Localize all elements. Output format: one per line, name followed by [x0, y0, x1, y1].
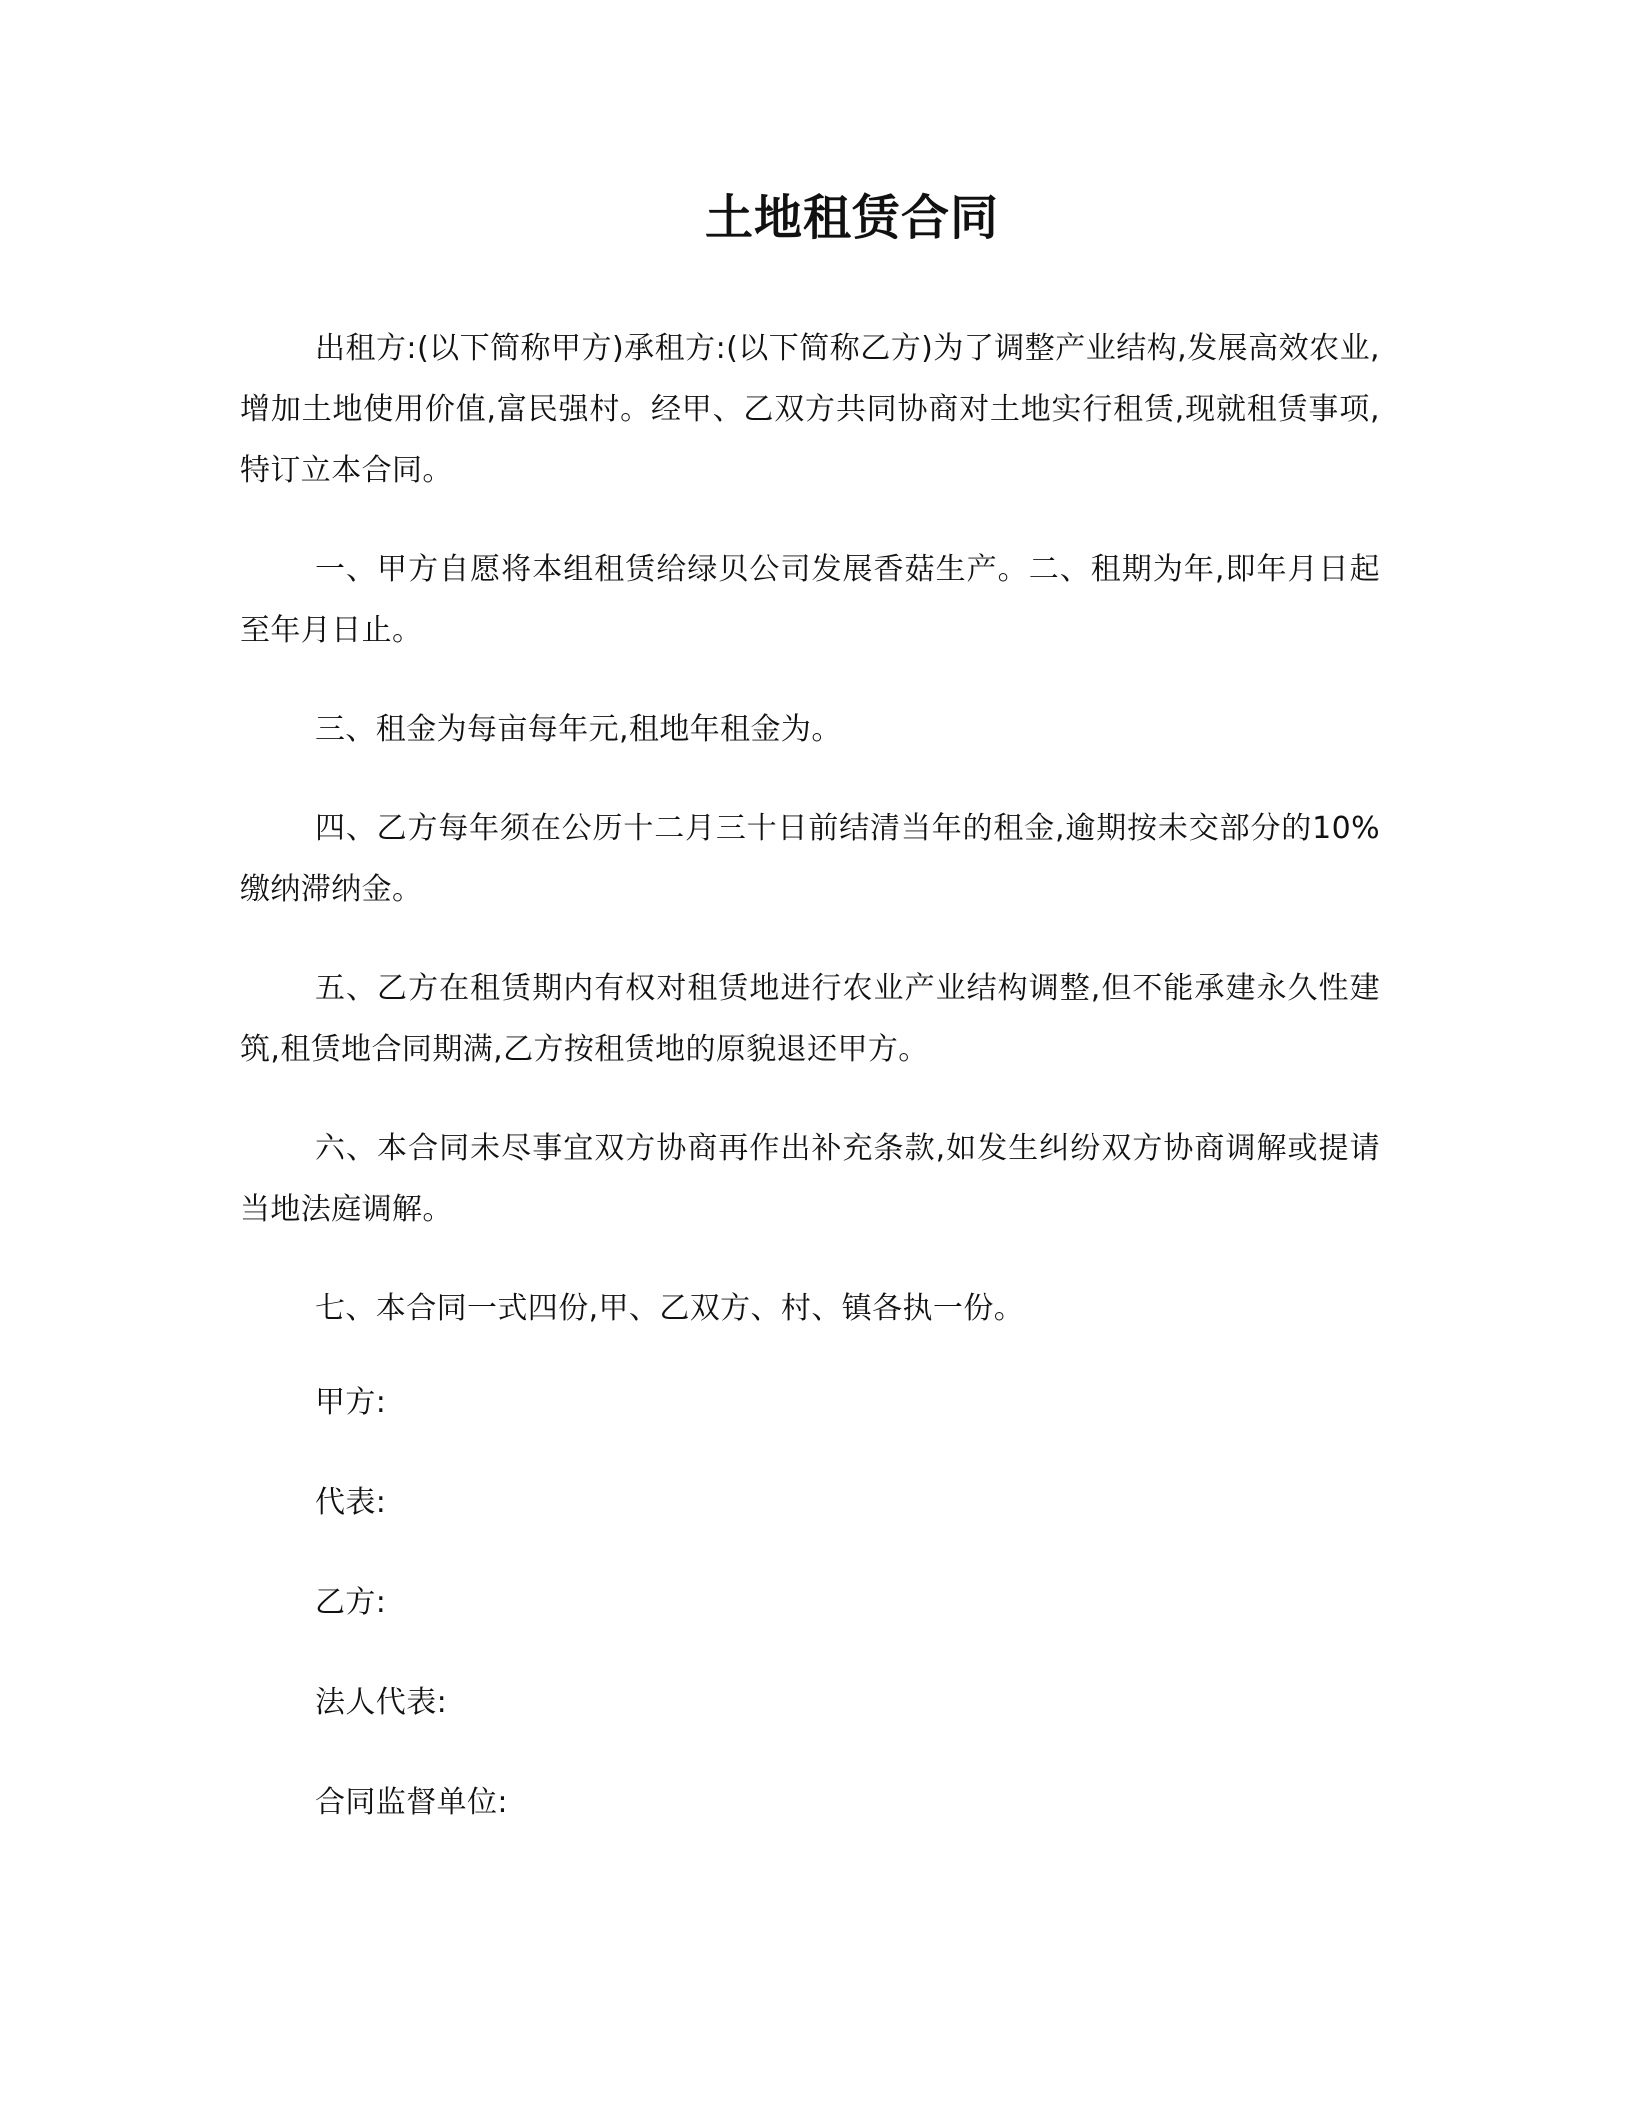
paragraph-clause-1-2: 一、甲方自愿将本组租赁给绿贝公司发展香菇生产。二、租期为年,即年月日起至年月日止。	[240, 552, 1380, 648]
paragraph-clause-5: 五、乙方在租赁期内有权对租赁地进行农业产业结构调整,但不能承建永久性建筑,租赁地合同期满,乙方按租赁地的原貌退还甲方。	[240, 971, 1380, 1067]
document-title: 土地租赁合同	[704, 190, 999, 246]
paragraph-clause-7: 七、本合同一式四份,甲、乙双方、村、镇各执一份。	[315, 1291, 1025, 1326]
signature-supervisor: 合同监督单位:	[315, 1785, 508, 1820]
signature-party-a: 甲方:	[315, 1385, 387, 1420]
paragraph-clause-6: 六、本合同未尽事宜双方协商再作出补充条款,如发生纠纷双方协商调解或提请当地法庭调解。	[240, 1131, 1380, 1227]
signature-legal-representative: 法人代表:	[315, 1685, 448, 1720]
signature-representative: 代表:	[315, 1485, 387, 1520]
paragraph-preamble: 出租方:(以下简称甲方)承租方:(以下简称乙方)为了调整产业结构,发展高效农业,增加土地使用价值,富民强村。经甲、乙双方共同协商对土地实行租赁,现就租赁事项,特订立本合同。	[240, 331, 1380, 488]
paragraph-clause-4: 四、乙方每年须在公历十二月三十日前结清当年的租金,逾期按未交部分的10%缴纳滞纳金。	[240, 811, 1380, 907]
contract-body	[240, 318, 1380, 1339]
signature-party-b: 乙方:	[315, 1585, 387, 1620]
paragraph-clause-3: 三、租金为每亩每年元,租地年租金为。	[315, 712, 842, 747]
